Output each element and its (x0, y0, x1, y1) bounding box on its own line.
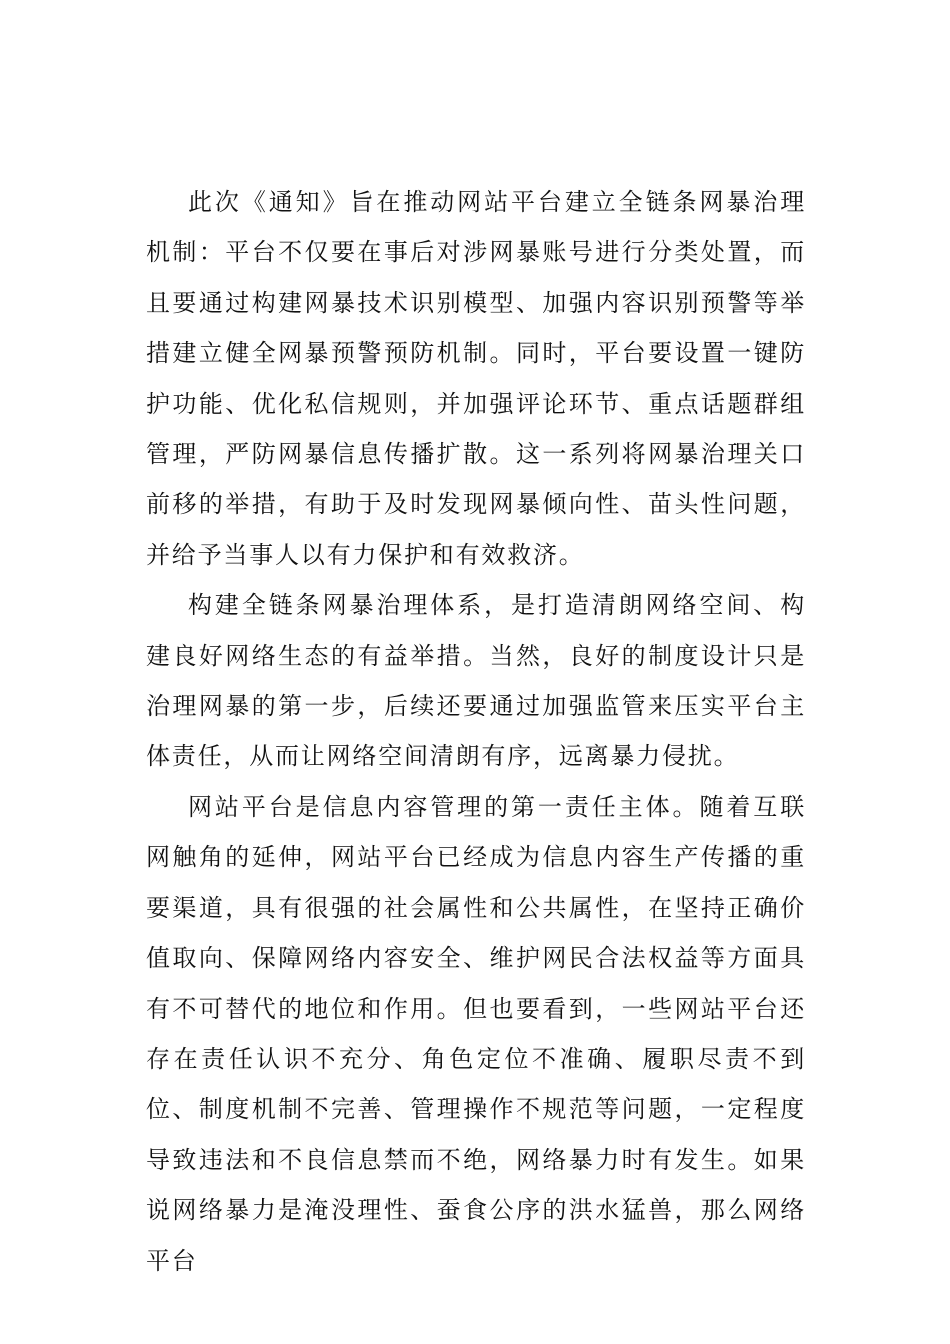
paragraph-3: 网站平台是信息内容管理的第一责任主体。随着互联网触角的延伸，网站平台已经成为信息内容生产传播的重要渠道，具有很强的社会属性和公共属性，在坚持正确价值取向、保障网络内容安全、维护网民合法权益等方面具有不可替代的地位和作用。但也要看到，一些网站平台还存在责任认识不充分、角色定位不准确、履职尽责不到位、制度机制不完善、管理操作不规范等问题，一定程度导致违法和不良信息禁而不绝，网络暴力时有发生。如果说网络暴力是淹没理性、蚕食公序的洪水猛兽，那么网络平台 (146, 792, 806, 1275)
document-body (146, 177, 806, 1286)
paragraph-2: 构建全链条网暴治理体系，是打造清朗网络空间、构建良好网络生态的有益举措。当然，良好的制度设计只是治理网暴的第一步，后续还要通过加强监管来压实平台主体责任，从而让网络空间清朗有序，远离暴力侵扰。 (146, 591, 806, 771)
paragraph-1: 此次《通知》旨在推动网站平台建立全链条网暴治理机制：平台不仅要在事后对涉网暴账号进行分类处置，而且要通过构建网暴技术识别模型、加强内容识别预警等举措建立健全网暴预警预防机制。同时，平台要设置一键防护功能、优化私信规则，并加强评论环节、重点话题群组管理，严防网暴信息传播扩散。这一系列将网暴治理关口前移的举措，有助于及时发现网暴倾向性、苗头性问题，并给予当事人以有力保护和有效救济。 (146, 188, 806, 569)
